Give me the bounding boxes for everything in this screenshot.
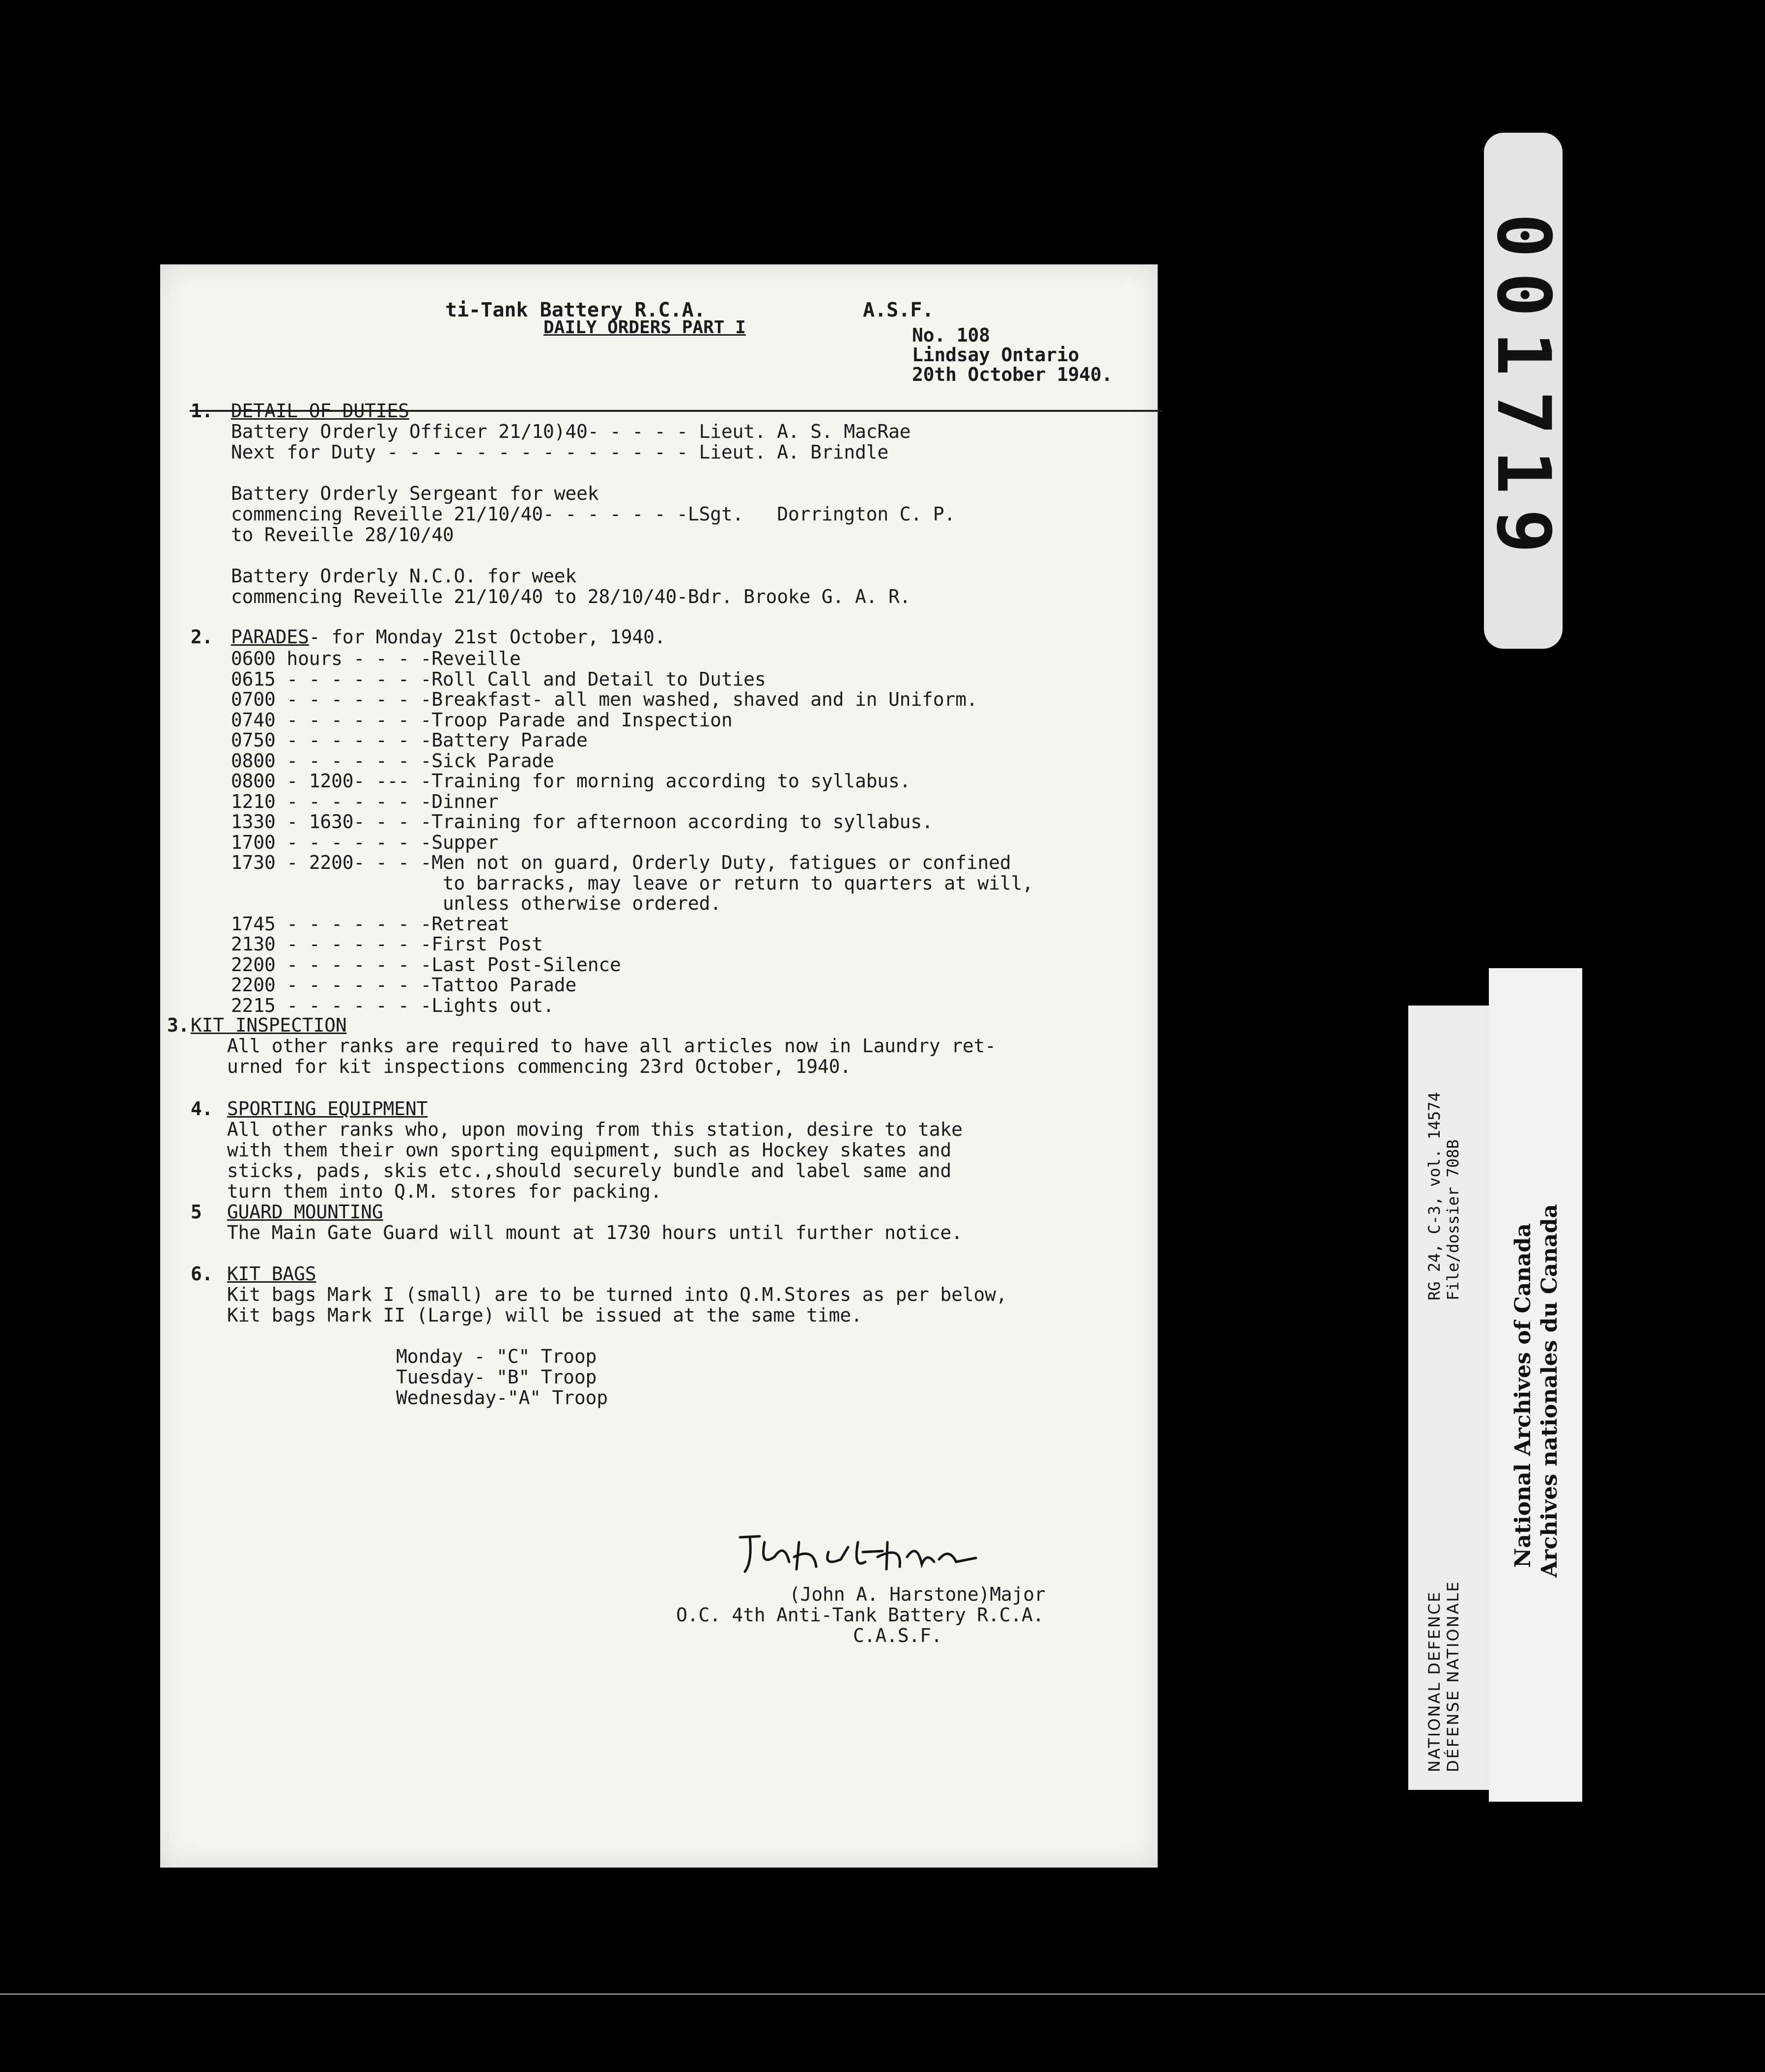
duty-line: commencing Reveille 21/10/40- - - - - - -LSgt. Dorrington C. P. bbox=[231, 503, 956, 525]
duty-line: commencing Reveille 21/10/40 to 28/10/40-Bdr. Brooke G. A. R. bbox=[231, 586, 911, 607]
section-heading: KIT INSPECTION bbox=[191, 1014, 347, 1036]
signatory-name: (John A. Harstone)Major bbox=[789, 1583, 1046, 1605]
reference-file: File/dossier 708B bbox=[1444, 1139, 1462, 1300]
body-line: All other ranks who, upon moving from this station, desire to take bbox=[227, 1119, 963, 1140]
duty-line: to Reveille 28/10/40 bbox=[231, 524, 454, 546]
order-number: No. 108 bbox=[912, 324, 990, 346]
body-line: All other ranks are required to have all articles now in Laundry ret- bbox=[227, 1035, 996, 1057]
duty-line: Battery Orderly Officer 21/10)40- - - - - Lieut. A. S. MacRae bbox=[231, 421, 911, 442]
reference-volume: RG 24, C-3, vol. 14574 bbox=[1425, 1092, 1444, 1300]
section-heading-rest: - for Monday 21st October, 1940. bbox=[309, 626, 666, 648]
troop-schedule-line: Monday - "C" Troop bbox=[396, 1346, 597, 1367]
department-name-en: NATIONAL DEFENCE bbox=[1425, 1590, 1444, 1772]
section-number: 5 bbox=[191, 1201, 202, 1223]
archive-name-fr: Archives nationales du Canada bbox=[1537, 1204, 1562, 1578]
section-number: 4. bbox=[191, 1098, 213, 1120]
archive-label bbox=[1489, 968, 1582, 1802]
document-page bbox=[160, 264, 1158, 1868]
archive-name-en: National Archives of Canada bbox=[1510, 1223, 1536, 1568]
section-heading: SPORTING EQUIPMENT bbox=[227, 1098, 428, 1120]
section-heading bbox=[231, 627, 665, 647]
parade-row: 0600 hours - - - -Reveille bbox=[231, 648, 521, 669]
troop-schedule-line: Tuesday- "B" Troop bbox=[396, 1366, 597, 1388]
frame-number: 001719 bbox=[1480, 213, 1566, 568]
duty-line: Next for Duty - - - - - - - - - - - - - - Lieut. A. Brindle bbox=[231, 441, 888, 463]
signatory-org: C.A.S.F. bbox=[853, 1625, 942, 1646]
film-edge-line bbox=[0, 1993, 1765, 1995]
parade-row: 0740 - - - - - - -Troop Parade and Inspection bbox=[231, 709, 733, 731]
section-number: 3. bbox=[167, 1014, 190, 1036]
body-line: with them their own sporting equipment, such as Hockey skates and bbox=[227, 1139, 952, 1161]
body-line: urned for kit inspections commencing 23rd October, 1940. bbox=[227, 1056, 851, 1077]
parade-row: 1330 - 1630- - - -Training for afternoon according to syllabus. bbox=[231, 811, 933, 833]
parade-row: 1700 - - - - - - -Supper bbox=[231, 831, 499, 853]
department-label bbox=[1408, 1006, 1494, 1790]
parade-row: 0700 - - - - - - -Breakfast- all men washed, shaved and in Uniform. bbox=[231, 689, 978, 710]
parade-row: 1210 - - - - - - -Dinner bbox=[231, 790, 499, 812]
parade-row: 2200 - - - - - - -Last Post-Silence bbox=[231, 953, 621, 976]
section-number: 1. bbox=[191, 400, 213, 422]
body-line: sticks, pads, skis etc.,should securely bundle and label same and bbox=[227, 1160, 952, 1181]
handwritten-signature bbox=[730, 1523, 986, 1582]
order-place: Lindsay Ontario bbox=[912, 344, 1080, 366]
body-line: Kit bags Mark I (small) are to be turned into Q.M.Stores as per below, bbox=[227, 1284, 1007, 1305]
parade-row: 0800 - - - - - - -Sick Parade bbox=[231, 749, 554, 772]
parade-row: 1730 - 2200- - - -Men not on guard, Orderly Duty, fatigues or confined bbox=[231, 852, 1011, 873]
troop-schedule-line: Wednesday-"A" Troop bbox=[396, 1387, 608, 1409]
section-heading: DETAIL OF DUTIES bbox=[231, 400, 409, 422]
section-number: 2. bbox=[191, 626, 213, 648]
parade-row: unless otherwise ordered. bbox=[231, 892, 721, 914]
unit-line-suffix: A.S.F. bbox=[863, 299, 934, 321]
parade-row: 2215 - - - - - - -Lights out. bbox=[231, 994, 554, 1016]
parade-row: 2200 - - - - - - -Tattoo Parade bbox=[231, 974, 577, 996]
parade-row: 0800 - 1200- --- -Training for morning according to syllabus. bbox=[231, 770, 911, 792]
section-number: 6. bbox=[191, 1263, 213, 1285]
parade-row: 0750 - - - - - - -Battery Parade bbox=[231, 729, 588, 751]
duty-line: Battery Orderly Sergeant for week bbox=[231, 483, 599, 504]
duty-line: Battery Orderly N.C.O. for week bbox=[231, 565, 577, 587]
unit-line: ti-Tank Battery R.C.A. bbox=[445, 299, 706, 321]
parade-row: to barracks, may leave or return to quarters at will, bbox=[231, 872, 1033, 894]
section-heading-label: PARADES bbox=[231, 626, 309, 648]
section-heading: GUARD MOUNTING bbox=[227, 1201, 383, 1223]
parade-row: 2130 - - - - - - -First Post bbox=[231, 933, 543, 955]
page-title: DAILY ORDERS PART I bbox=[543, 317, 746, 338]
body-line: The Main Gate Guard will mount at 1730 hours until further notice. bbox=[227, 1222, 963, 1243]
body-line: turn them into Q.M. stores for packing. bbox=[227, 1180, 662, 1202]
order-date: 20th October 1940. bbox=[912, 364, 1113, 385]
parade-row: 1745 - - - - - - -Retreat bbox=[231, 913, 510, 935]
signatory-title: O.C. 4th Anti-Tank Battery R.C.A. bbox=[676, 1604, 1044, 1626]
section-heading: KIT BAGS bbox=[227, 1263, 316, 1285]
parade-row: 0615 - - - - - - -Roll Call and Detail to Duties bbox=[231, 668, 766, 690]
body-line: Kit bags Mark II (Large) will be issued at the same time. bbox=[227, 1304, 862, 1326]
frame-number-strip bbox=[1480, 133, 1566, 649]
department-name-fr: DÉFENSE NATIONALE bbox=[1444, 1580, 1462, 1772]
